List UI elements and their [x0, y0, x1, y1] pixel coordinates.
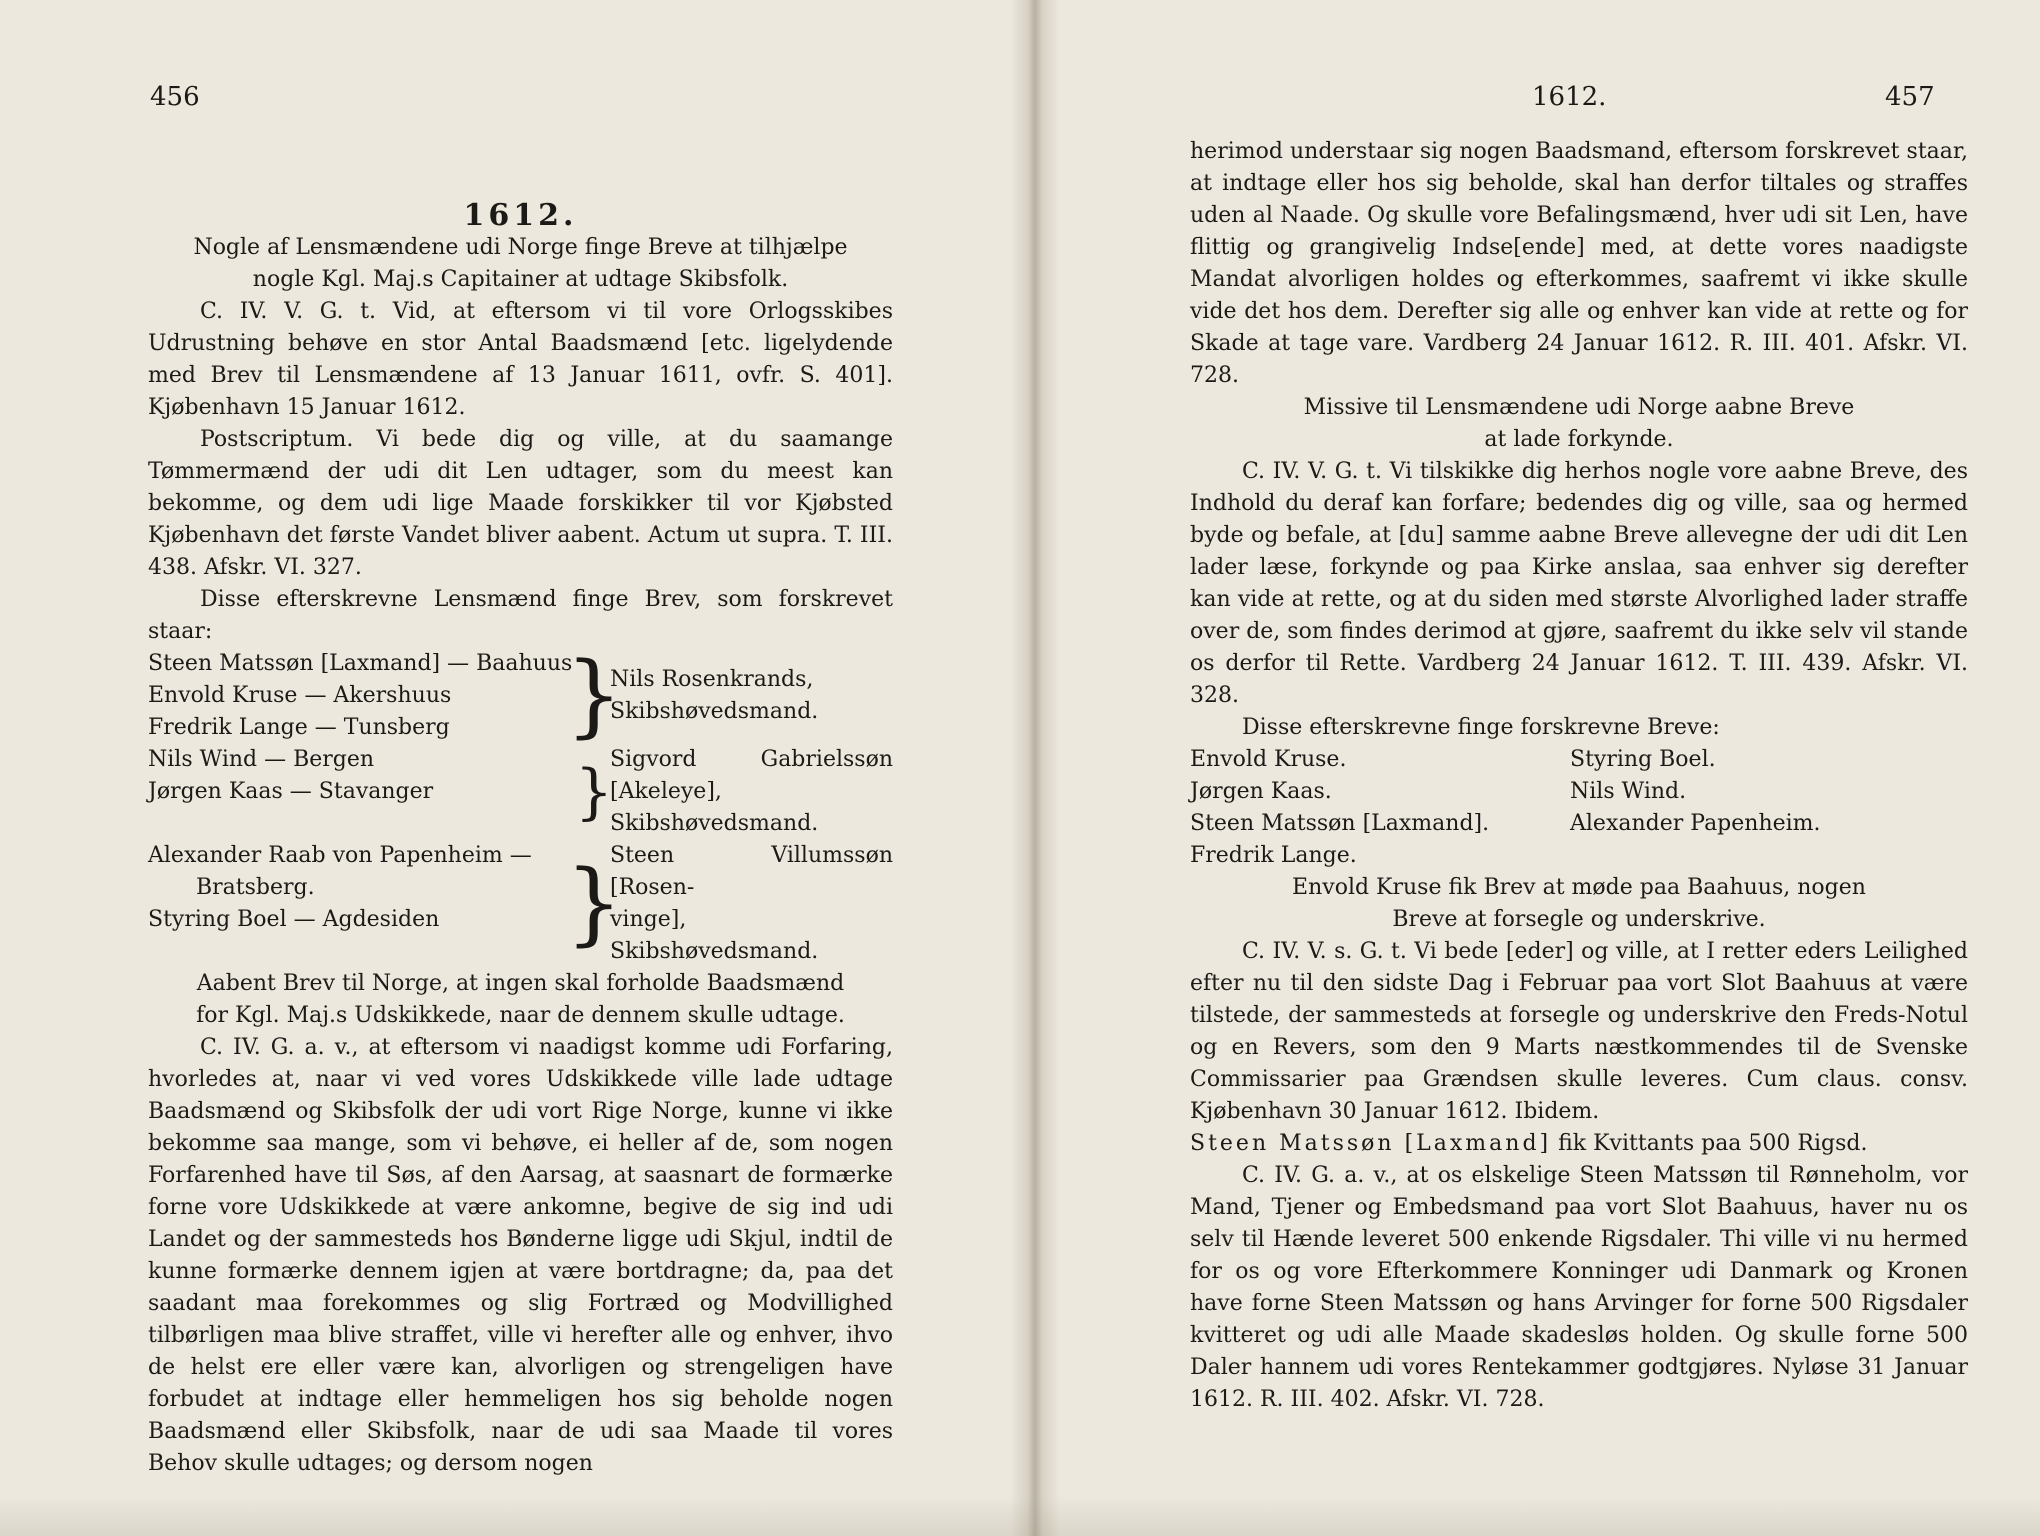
brace-glyph: }	[574, 757, 614, 827]
list-item: Jørgen Kaas.	[1190, 779, 1332, 804]
list-item: Nils Rosenkrands,	[610, 667, 814, 692]
section-heading-line: for Kgl. Maj.s Udskikkede, naar de dennem skulle udtage.	[196, 1003, 845, 1028]
paragraph: Disse efterskrevne finge forskrevne Breve:	[1242, 715, 1720, 740]
list-item: Fredrik Lange.	[1190, 843, 1357, 868]
lensmand-names	[148, 840, 578, 968]
list-item: vinge], Skibshøvedsmand.	[610, 907, 819, 964]
section-heading-line	[1190, 1128, 1968, 1160]
right-page-number: 457	[1885, 82, 1935, 112]
year-heading: 1612.	[463, 198, 578, 233]
right-page	[1030, 0, 2040, 1536]
list-item: Steen Matssøn [Laxmand].	[1190, 811, 1490, 836]
section-heading-line: at lade forkynde.	[1484, 427, 1674, 452]
list-item: Styring Boel — Agdesiden	[148, 907, 440, 932]
left-page-number: 456	[150, 82, 200, 112]
section-heading-line: Missive til Lensmændene udi Norge aabne Breve	[1303, 395, 1855, 420]
right-page-text	[1190, 136, 1968, 1416]
lensmand-names	[148, 648, 578, 744]
paragraph: C. IV. V. G. t. Vid, at eftersom vi til vore Orlogsskibes Udrustning behøve en stor Antal Baadsmænd [etc. ligelydende med Brev til Lensmændene af 13 Januar 1611, ovfr. S. 401]. Kjøbenhavn 15 Januar 1612.	[148, 299, 893, 420]
brace-glyph: }	[565, 643, 623, 748]
paragraph: C. IV. G. a. v., at os elskelige Steen Matssøn til Rønneholm, vor Mand, Tjener og Embedsmand paa vort Slot Baahuus, haver nu os selv til Hænde leveret 500 enkende Rigsdaler. Thi ville vi nu hermed for os og vore Efterkommere Konninger udi Danmark og Kronen have forne Steen Matssøn og hans Arvinger for forne 500 Rigsdaler kvitteret og udi alle Maade skadesløs holden. Og skulle forne 500 Daler hannem udi vores Rentekammer godtgjøres. Nyløse 31 Januar 1612. R. III. 402. Afskr. VI. 728.	[1190, 1163, 1968, 1412]
list-item: Nils Wind.	[1570, 779, 1687, 804]
page-shadow	[0, 1496, 2040, 1536]
lensmand-names	[148, 744, 578, 840]
list-item: Skibshøvedsmand.	[610, 699, 819, 724]
left-page-text	[148, 200, 893, 1480]
brace-glyph: }	[565, 851, 623, 956]
paragraph: Disse efterskrevne Lensmænd finge Brev, som forskrevet staar:	[148, 587, 893, 644]
paragraph: C. IV. V. s. G. t. Vi bede [eder] og ville, at I retter eders Leilighed efter nu til den sidste Dag i Februar paa vort Slot Baahuus at være tilstede, der sammesteds at forsegle og underskrive den Freds-Notul og en Revers, som den 9 Marts næstkommendes til de Svenske Commissarier paa Grændsen skulle leveres. Cum claus. consv. Kjøbenhavn 30 Januar 1612. Ibidem.	[1190, 939, 1968, 1124]
paragraph: herimod understaar sig nogen Baadsmand, eftersom forskrevet staar, at indtage eller hos sig beholde, skal han derfor tiltales og straffes uden al Naade. Og skulle vore Befalingsmænd, hver udi sit Len, have flittig og grangivelig Indse[ende] med, at dette vores naadigste Mandat alvorligen holdes og efterkommes, saafremt vi ikke skulle vide det hos dem. Derefter sig alle og enhver kan vide at rette og for Skade at tage vare. Vardberg 24 Januar 1612. R. III. 401. Afskr. VI. 728.	[1190, 139, 1968, 388]
captain-name	[610, 744, 893, 840]
section-heading-line: nogle Kgl. Maj.s Capitainer at udtage Skibsfolk.	[252, 267, 789, 292]
paragraph: Postscriptum. Vi bede dig og ville, at du saamange Tømmermænd der udi dit Len udtager, som du meest kan bekomme, og dem udi lige Maade forskikker til vor Kjøbsted Kjøbenhavn det første Vandet bliver aabent. Actum ut supra. T. III. 438. Afskr. VI. 327.	[148, 427, 893, 580]
list-item: Skibshøvedsmand.	[610, 811, 819, 836]
paragraph: C. IV. G. a. v., at eftersom vi naadigst komme udi Forfaring, hvorledes at, naar vi ved vores Udskikkede ville lade udtage Baadsmænd og Skibsfolk der udi vort Rige Norge, kunne vi ikke bekomme saa mange, som vi behøve, ei heller af de, som nogen Forfarenhed have til Søs, af den Aarsag, at saasnart de formærke forne vore Udskikkede at være ankomne, begive de sig ind udi Landet og der sammesteds hos Bønderne ligge udi Skjul, indtil de kunne formærke dennem igjen at være bortdragne; da, paa det saadant maa forekommes og slig Fortræd og Modvillighed tilbørligen maa blive straffet, ville vi herefter alle og enhver, ihvo de helst ere eller være kan, alvorligen og strengeligen have forbudet at indtage eller hemmeligen hos sig beholde nogen Baadsmænd eller Skibsfolk, naar de udi saa Maade til vores Behov skulle udtages; og dersom nogen	[148, 1035, 893, 1476]
list-item: Steen Matssøn [Laxmand] — Baahuus	[148, 651, 573, 676]
list-item: Fredrik Lange — Tunsberg	[148, 715, 450, 740]
list-item: Envold Kruse.	[1190, 747, 1347, 772]
list-item: Jørgen Kaas — Stavanger	[148, 779, 434, 804]
list-item: Styring Boel.	[1570, 747, 1716, 772]
list-item: Bratsberg.	[196, 875, 315, 900]
captain-name	[610, 840, 893, 968]
list-item: Nils Wind — Bergen	[148, 747, 375, 772]
list-item: Steen Villumssøn [Rosen-	[610, 843, 893, 900]
heading-name: Steen Matssøn [Laxmand]	[1190, 1131, 1552, 1156]
running-head: 1612.	[1532, 82, 1607, 112]
section-heading-line: Aabent Brev til Norge, at ingen skal forholde Baadsmænd	[196, 971, 845, 996]
section-heading-line: Breve at forsegle og underskrive.	[1392, 907, 1766, 932]
captain-name	[610, 648, 893, 744]
lensmand-group	[148, 840, 893, 968]
heading-rest: fik Kvittants paa 500 Rigsd.	[1551, 1131, 1868, 1156]
list-item: Sigvord Gabrielssøn [Akeleye],	[610, 747, 893, 804]
list-item	[1570, 840, 1968, 872]
lensmand-group	[148, 643, 893, 748]
list-item: Envold Kruse — Akershuus	[148, 683, 452, 708]
section-heading-line: Envold Kruse fik Brev at møde paa Baahuus, nogen	[1292, 875, 1866, 900]
list-item: Alexander Papenheim.	[1570, 811, 1821, 836]
list-item: Alexander Raab von Papenheim —	[148, 843, 532, 868]
recipient-list	[1190, 744, 1968, 872]
paragraph: C. IV. V. G. t. Vi tilskikke dig herhos nogle vore aabne Breve, des Indhold du deraf kan forfare; bedendes dig og ville, saa og hermed byde og befale, at [du] samme aabne Breve allevegne der udi dit Len lader læse, forkynde og paa Kirke anslaa, saa enhver sig derefter kan vide at rette, og at du siden med største Alvorlighed lader straffe over de, som findes derimod at gjøre, saafremt du ikke selv vil stande os derfor til Rette. Vardberg 24 Januar 1612. T. III. 439. Afskr. VI. 328.	[1190, 459, 1969, 708]
section-heading-line: Nogle af Lensmændene udi Norge finge Breve at tilhjælpe	[193, 235, 848, 260]
lensmand-group	[148, 744, 893, 840]
book-gutter	[1010, 0, 1060, 1536]
